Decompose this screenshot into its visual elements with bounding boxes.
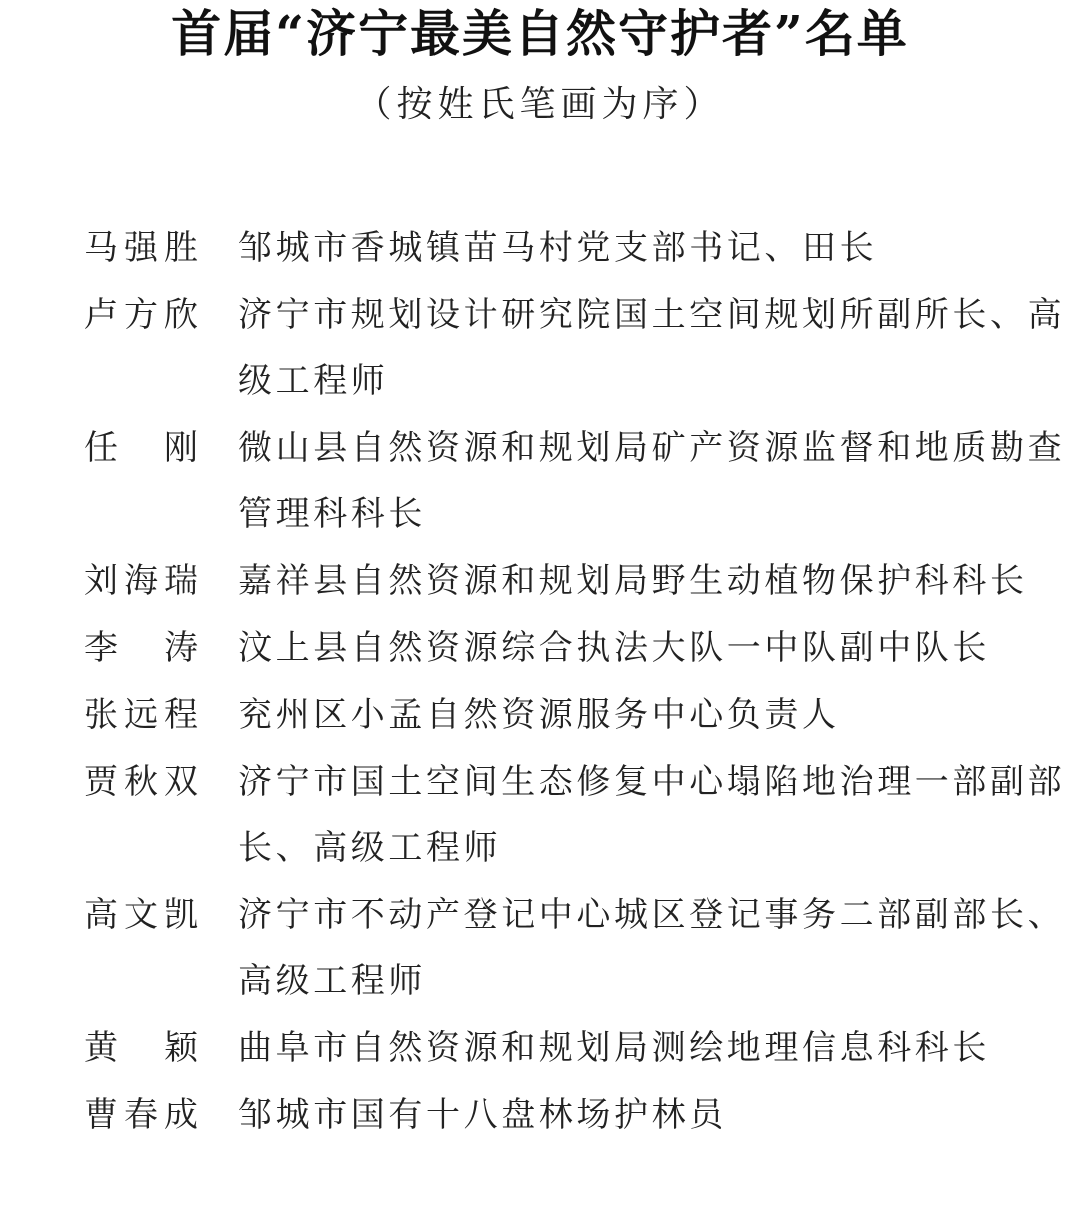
list-item (84, 1082, 1074, 1148)
list-item (84, 882, 1074, 1014)
honoree-name: 任 刚 (84, 428, 204, 468)
honoree-role: 济宁市国土空间生态修复中心塌陷地治理一部副部长、高级工程师 (238, 762, 1066, 868)
honoree-role: 邹城市香城镇苗马村党支部书记、田长 (238, 228, 878, 268)
honoree-name: 卢方欣 (84, 295, 204, 335)
honoree-role: 兖州区小孟自然资源服务中心负责人 (238, 695, 840, 735)
honoree-name: 张远程 (84, 695, 204, 735)
list-item (84, 615, 1074, 681)
honoree-role: 济宁市不动产登记中心城区登记事务二部副部长、高级工程师 (238, 895, 1066, 1001)
honoree-role: 济宁市规划设计研究院国土空间规划所副所长、高级工程师 (238, 295, 1066, 401)
document-subtitle: （按姓氏笔画为序） (355, 84, 725, 125)
honoree-name: 马强胜 (84, 228, 204, 268)
honoree-name: 李 涛 (84, 628, 204, 668)
honoree-role: 曲阜市自然资源和规划局测绘地理信息科科长 (238, 1028, 990, 1068)
list-item (84, 749, 1074, 881)
honoree-name: 贾秋双 (84, 762, 204, 802)
honoree-role: 邹城市国有十八盘林场护林员 (238, 1095, 727, 1135)
honoree-role: 微山县自然资源和规划局矿产资源监督和地质勘查管理科科长 (238, 428, 1066, 534)
honoree-name: 高文凯 (84, 895, 204, 935)
honoree-role: 汶上县自然资源综合执法大队一中队副中队长 (238, 628, 990, 668)
honoree-name: 曹春成 (84, 1095, 204, 1135)
list-item (84, 1015, 1074, 1081)
list-item (84, 282, 1074, 414)
document-title: 首届“济宁最美自然守护者”名单 (171, 4, 909, 63)
honoree-role: 嘉祥县自然资源和规划局野生动植物保护科科长 (238, 561, 1028, 601)
list-item (84, 682, 1074, 748)
honoree-list (84, 215, 1074, 1149)
list-item (84, 415, 1074, 547)
honoree-name: 黄 颖 (84, 1028, 204, 1068)
list-item (84, 548, 1074, 614)
honoree-name: 刘海瑞 (84, 561, 204, 601)
list-item (84, 215, 1074, 281)
